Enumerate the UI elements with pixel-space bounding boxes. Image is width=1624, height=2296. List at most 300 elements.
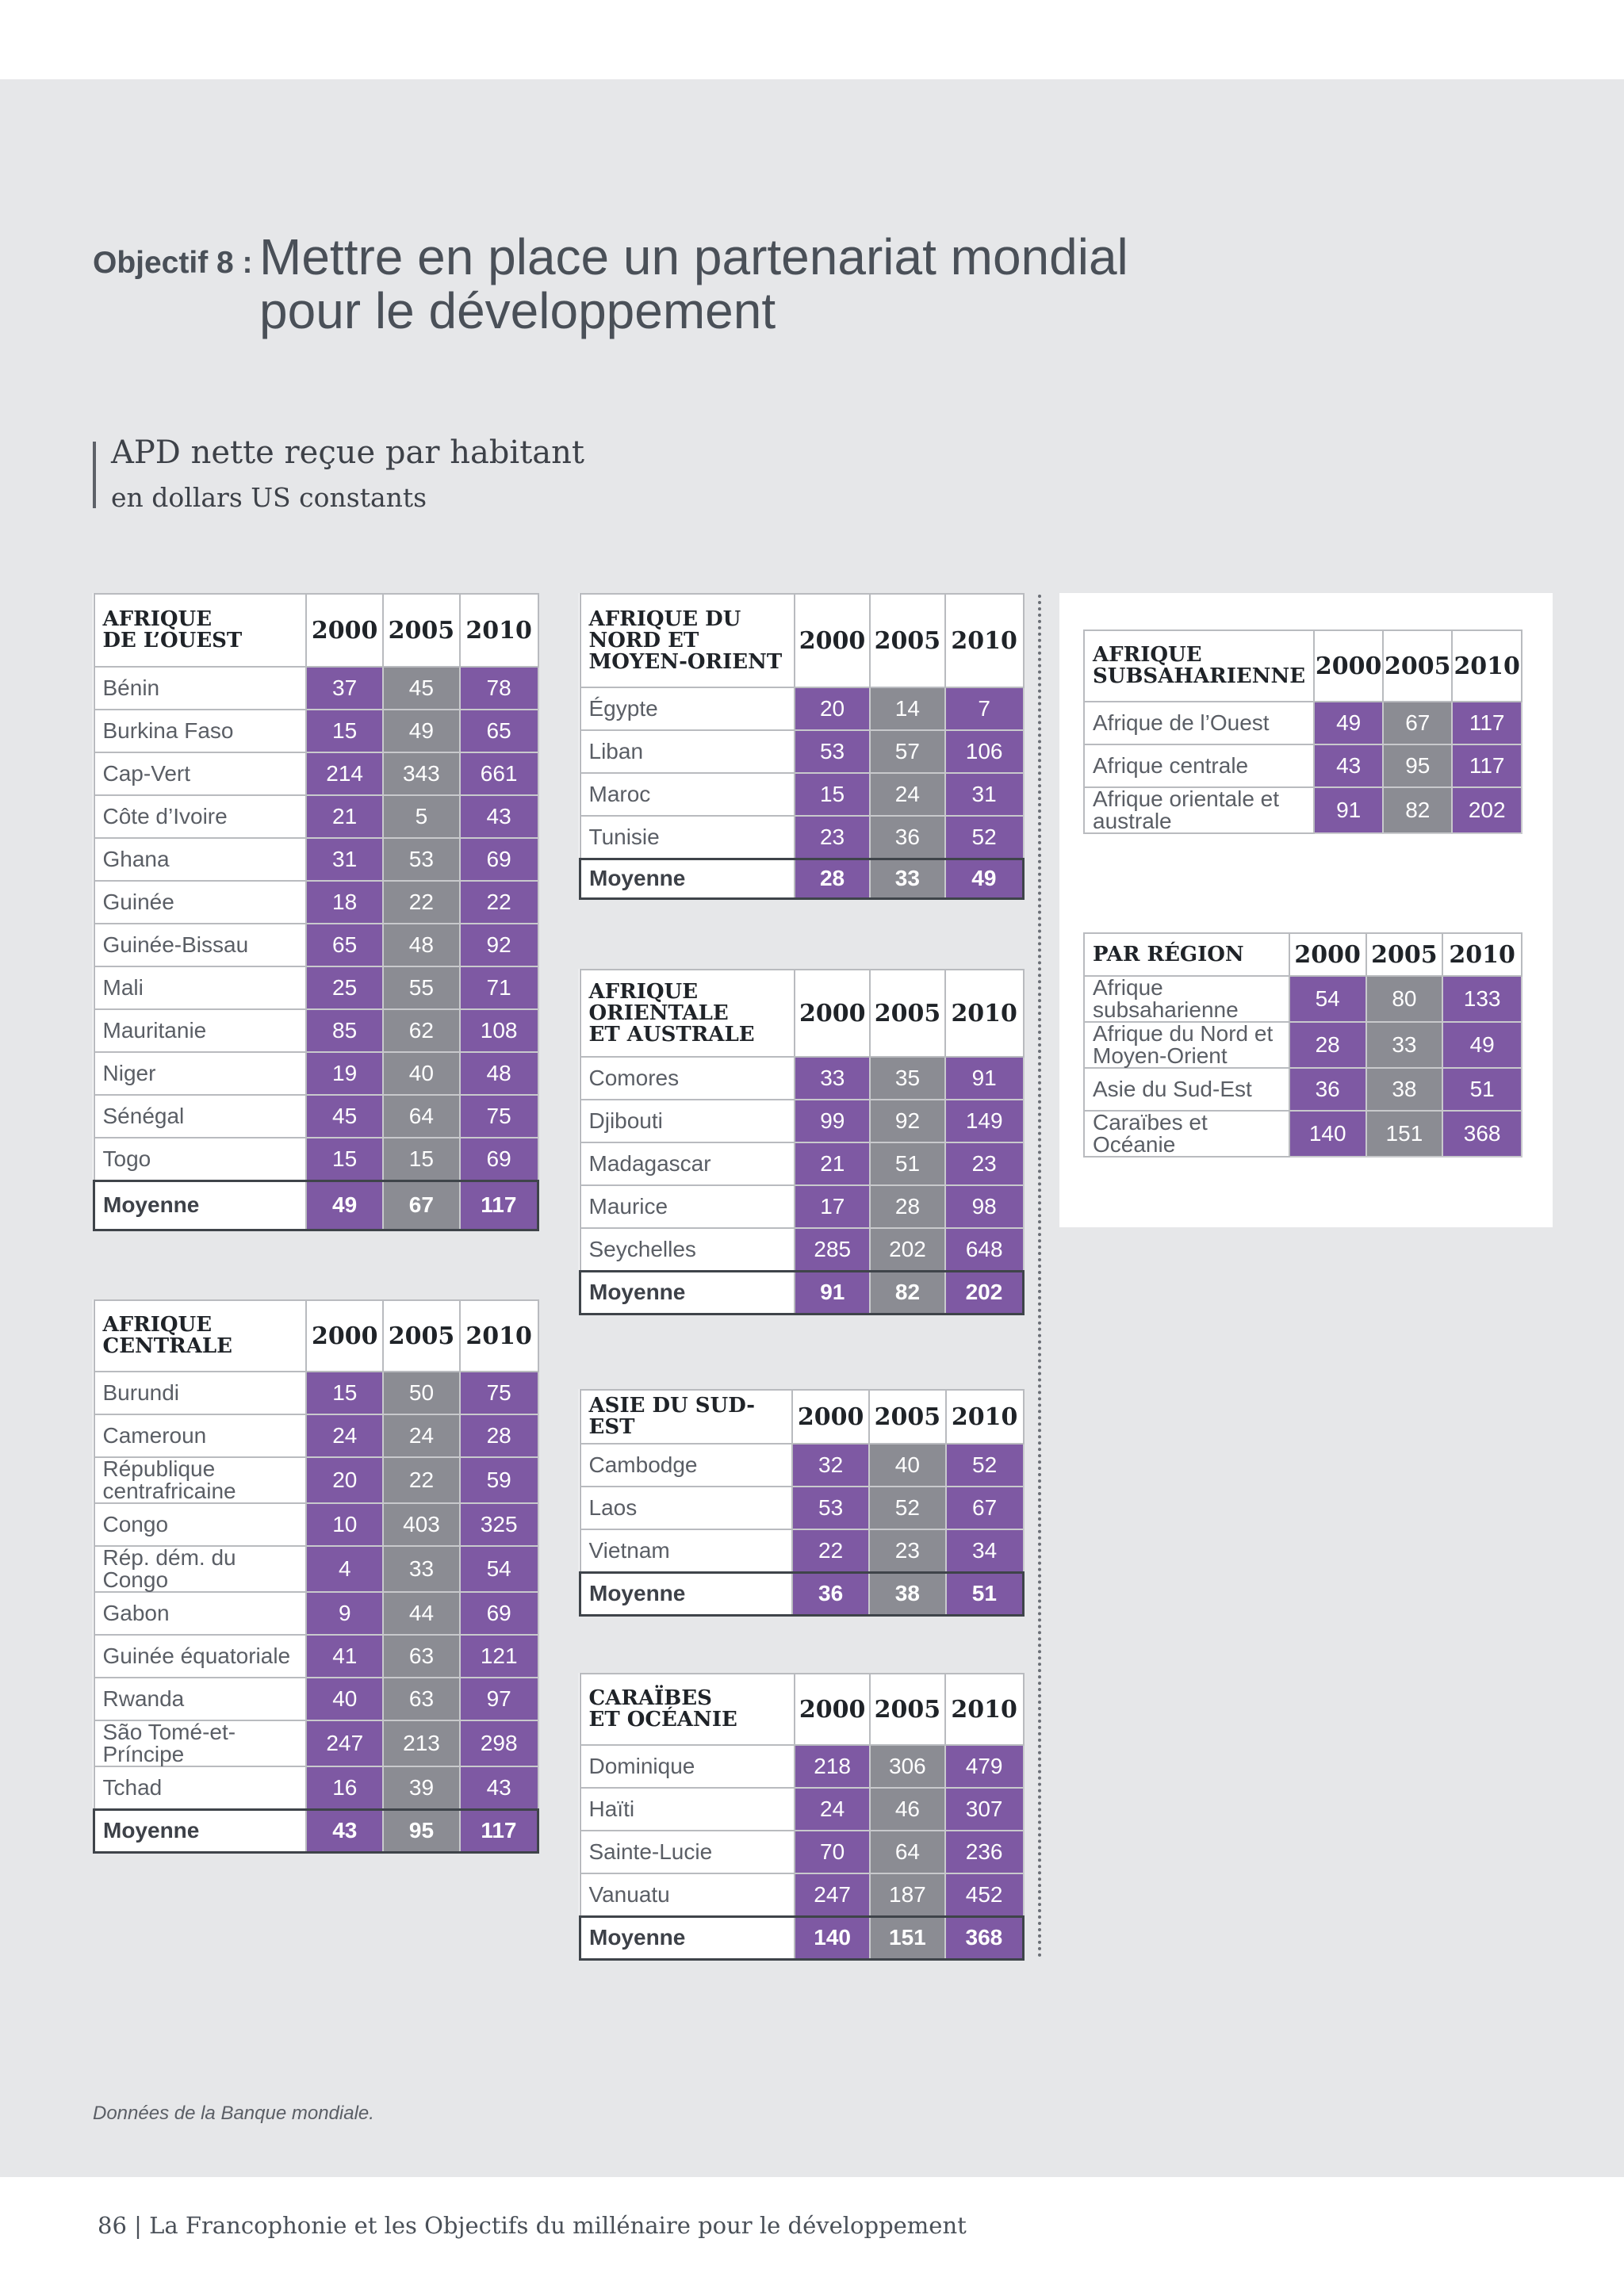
value-2005: 187 — [870, 1873, 945, 1916]
value-2010: 648 — [945, 1228, 1024, 1271]
value-2000: 140 — [1289, 1111, 1366, 1157]
table-title-line: AFRIQUE — [588, 979, 699, 1004]
year-header: 2010 — [460, 1300, 538, 1372]
country-name: Maroc — [580, 773, 795, 816]
country-name: Togo — [94, 1138, 307, 1181]
country-name: Niger — [94, 1052, 307, 1095]
value-2010: 307 — [945, 1788, 1024, 1831]
footer — [98, 2212, 967, 2239]
value-2010: 51 — [1442, 1068, 1522, 1111]
value-2010: 78 — [460, 667, 538, 710]
value-2010: 149 — [945, 1100, 1024, 1142]
value-2010: 31 — [945, 773, 1024, 816]
table-header-row — [580, 970, 1024, 1057]
value-2010: 22 — [460, 881, 538, 924]
value-2005: 64 — [870, 1831, 945, 1873]
value-2010: 236 — [945, 1831, 1024, 1873]
table-row — [580, 1529, 1024, 1572]
value-2000: 15 — [795, 773, 870, 816]
country-name: Burundi — [94, 1372, 307, 1414]
table-row — [94, 1635, 538, 1678]
value-2000: 36 — [792, 1572, 869, 1615]
country-name: Tunisie — [580, 816, 795, 859]
table-row — [580, 1444, 1024, 1487]
country-name: Côte d’Ivoire — [94, 795, 307, 838]
table-row — [94, 1009, 538, 1052]
country-name: Guinée équatoriale — [94, 1635, 307, 1678]
country-name: Afrique centrale — [1084, 744, 1314, 787]
value-2010: 98 — [945, 1185, 1024, 1228]
value-2000: 10 — [306, 1503, 383, 1546]
country-name: Maurice — [580, 1185, 795, 1228]
country-name: Afrique de l’Ouest — [1084, 702, 1314, 744]
value-2000: 18 — [306, 881, 383, 924]
country-name: Cameroun — [94, 1414, 307, 1457]
table-row — [94, 1720, 538, 1766]
table-title-line: AFRIQUE — [102, 1313, 213, 1337]
value-2010: 92 — [460, 924, 538, 966]
value-2005: 151 — [1366, 1111, 1443, 1157]
value-2000: 41 — [306, 1635, 383, 1678]
table-title — [580, 594, 795, 687]
value-2010: 69 — [460, 1592, 538, 1635]
table-title — [580, 1674, 795, 1745]
value-2005: 151 — [870, 1916, 945, 1959]
country-name: Sainte-Lucie — [580, 1831, 795, 1873]
value-2010: 75 — [460, 1095, 538, 1138]
value-2010: 117 — [460, 1809, 538, 1852]
value-2010: 52 — [946, 1444, 1024, 1487]
value-2010: 97 — [460, 1678, 538, 1720]
value-2000: 16 — [306, 1766, 383, 1809]
value-2010: 43 — [460, 1766, 538, 1809]
value-2000: 37 — [306, 667, 383, 710]
table-row — [1084, 744, 1522, 787]
year-header: 2000 — [795, 594, 870, 687]
table-row — [94, 1592, 538, 1635]
section-title: APD nette reçue par habitant — [111, 434, 584, 471]
value-2005: 28 — [870, 1185, 945, 1228]
value-2010: 49 — [1442, 1022, 1522, 1068]
footer-text: La Francophonie et les Objectifs du millénaire pour le développement — [149, 2212, 967, 2239]
country-name: Tchad — [94, 1766, 307, 1809]
table-row — [1084, 976, 1522, 1022]
table-title-line: MOYEN-ORIENT — [588, 649, 783, 674]
value-2005: 82 — [870, 1271, 945, 1314]
value-2005: 62 — [383, 1009, 460, 1052]
value-2005: 22 — [383, 1457, 460, 1503]
value-2005: 38 — [869, 1572, 946, 1615]
table-title-line: NORD ET — [588, 628, 699, 652]
table-row — [94, 752, 538, 795]
country-name: Asie du Sud-Est — [1084, 1068, 1289, 1111]
value-2005: 53 — [383, 838, 460, 881]
section-accent-bar — [93, 442, 96, 508]
table-header-row — [1084, 933, 1522, 976]
table-subsaharienne — [1083, 629, 1522, 834]
value-2000: 49 — [306, 1181, 383, 1230]
table-orientale-australe — [579, 969, 1025, 1315]
year-header: 2010 — [945, 1674, 1024, 1745]
value-2010: 75 — [460, 1372, 538, 1414]
table-row — [580, 816, 1024, 859]
table-row — [94, 1414, 538, 1457]
year-header: 2000 — [795, 970, 870, 1057]
value-2005: 33 — [870, 859, 945, 898]
value-2005: 33 — [383, 1546, 460, 1592]
country-name: Comores — [580, 1057, 795, 1100]
value-2010: 298 — [460, 1720, 538, 1766]
value-2000: 20 — [306, 1457, 383, 1503]
value-2005: 15 — [383, 1138, 460, 1181]
value-2000: 49 — [1314, 702, 1383, 744]
year-header: 2005 — [869, 1390, 946, 1444]
table-row — [1084, 787, 1522, 833]
value-2010: 69 — [460, 1138, 538, 1181]
table-row — [94, 1503, 538, 1546]
value-2005: 46 — [870, 1788, 945, 1831]
value-2005: 5 — [383, 795, 460, 838]
table-row — [94, 838, 538, 881]
table-title-line: ET OCÉANIE — [588, 1708, 737, 1732]
value-2005: 55 — [383, 966, 460, 1009]
value-2000: 20 — [795, 687, 870, 730]
table-row — [94, 966, 538, 1009]
table-row — [94, 1138, 538, 1181]
value-2005: 57 — [870, 730, 945, 773]
table-title-line: ET AUSTRALE — [588, 1022, 755, 1047]
value-2005: 24 — [383, 1414, 460, 1457]
country-name: Burkina Faso — [94, 710, 307, 752]
value-2010: 48 — [460, 1052, 538, 1095]
page-title-line1: Mettre en place un partenariat mondial — [259, 228, 1128, 285]
table-row — [1084, 1068, 1522, 1111]
country-name: Afrique du Nord et Moyen-Orient — [1084, 1022, 1289, 1068]
value-2005: 202 — [870, 1228, 945, 1271]
table-row — [580, 1873, 1024, 1916]
year-header: 2005 — [870, 970, 945, 1057]
country-name: Mali — [94, 966, 307, 1009]
value-2005: 67 — [383, 1181, 460, 1230]
year-header: 2000 — [1314, 630, 1383, 702]
value-2005: 38 — [1366, 1068, 1443, 1111]
value-2000: 28 — [1289, 1022, 1366, 1068]
table-header-row — [1084, 630, 1522, 702]
table-row — [580, 1228, 1024, 1271]
value-2000: 25 — [306, 966, 383, 1009]
table-title-line: AFRIQUE — [102, 607, 213, 631]
value-2005: 22 — [383, 881, 460, 924]
value-2010: 117 — [460, 1181, 538, 1230]
year-header: 2005 — [1383, 630, 1452, 702]
value-2000: 53 — [795, 730, 870, 773]
year-header: 2010 — [945, 970, 1024, 1057]
value-2000: 247 — [795, 1873, 870, 1916]
country-name: Gabon — [94, 1592, 307, 1635]
value-2000: 91 — [795, 1271, 870, 1314]
value-2005: 95 — [1383, 744, 1452, 787]
value-2000: 36 — [1289, 1068, 1366, 1111]
average-label: Moyenne — [580, 859, 795, 898]
year-header: 2005 — [383, 1300, 460, 1372]
value-2010: 59 — [460, 1457, 538, 1503]
country-name: Guinée-Bissau — [94, 924, 307, 966]
table-row — [1084, 1022, 1522, 1068]
value-2010: 452 — [945, 1873, 1024, 1916]
country-name: Caraïbes et Océanie — [1084, 1111, 1289, 1157]
value-2000: 23 — [795, 816, 870, 859]
value-2005: 67 — [1383, 702, 1452, 744]
table-title — [1084, 933, 1289, 976]
value-2000: 4 — [306, 1546, 383, 1592]
table-row — [94, 1546, 538, 1592]
table-row — [94, 1457, 538, 1503]
average-row — [580, 1916, 1024, 1959]
value-2000: 21 — [306, 795, 383, 838]
table-header-row — [580, 1674, 1024, 1745]
table-row — [94, 1095, 538, 1138]
page-title — [259, 230, 1128, 338]
country-name: Ghana — [94, 838, 307, 881]
page-title-line2: pour le développement — [259, 282, 776, 339]
country-name: Vietnam — [580, 1529, 793, 1572]
value-2010: 91 — [945, 1057, 1024, 1100]
value-2010: 69 — [460, 838, 538, 881]
table-row — [94, 667, 538, 710]
value-2010: 108 — [460, 1009, 538, 1052]
value-2000: 31 — [306, 838, 383, 881]
value-2010: 121 — [460, 1635, 538, 1678]
average-label: Moyenne — [94, 1809, 307, 1852]
table-row — [580, 773, 1024, 816]
value-2000: 218 — [795, 1745, 870, 1788]
table-row — [94, 881, 538, 924]
table-title-line: ASIE DU SUD-EST — [588, 1394, 756, 1439]
country-name: Cap-Vert — [94, 752, 307, 795]
country-name: Vanuatu — [580, 1873, 795, 1916]
value-2000: 15 — [306, 1372, 383, 1414]
country-name: Haïti — [580, 1788, 795, 1831]
value-2000: 214 — [306, 752, 383, 795]
average-row — [94, 1809, 538, 1852]
value-2005: 36 — [870, 816, 945, 859]
year-header: 2005 — [870, 1674, 945, 1745]
country-name: République centrafricaine — [94, 1457, 307, 1503]
table-row — [580, 1100, 1024, 1142]
table-row — [580, 1185, 1024, 1228]
value-2010: 54 — [460, 1546, 538, 1592]
value-2000: 65 — [306, 924, 383, 966]
value-2000: 247 — [306, 1720, 383, 1766]
table-asie-sud-est — [579, 1389, 1025, 1617]
table-row — [94, 924, 538, 966]
value-2000: 21 — [795, 1142, 870, 1185]
value-2010: 23 — [945, 1142, 1024, 1185]
value-2005: 63 — [383, 1635, 460, 1678]
country-name: Liban — [580, 730, 795, 773]
value-2000: 24 — [795, 1788, 870, 1831]
country-name: Rép. dém. du Congo — [94, 1546, 307, 1592]
table-title-line: AFRIQUE DU — [588, 607, 741, 631]
value-2005: 48 — [383, 924, 460, 966]
table-header-row — [94, 1300, 538, 1372]
value-2005: 40 — [869, 1444, 946, 1487]
year-header: 2000 — [306, 1300, 383, 1372]
table-row — [94, 1372, 538, 1414]
average-label: Moyenne — [580, 1271, 795, 1314]
country-name: Afrique subsaharienne — [1084, 976, 1289, 1022]
table-title — [1084, 630, 1314, 702]
value-2000: 19 — [306, 1052, 383, 1095]
country-name: Guinée — [94, 881, 307, 924]
table-row — [94, 1052, 538, 1095]
year-header: 2000 — [795, 1674, 870, 1745]
value-2010: 71 — [460, 966, 538, 1009]
average-label: Moyenne — [580, 1916, 795, 1959]
country-name: Dominique — [580, 1745, 795, 1788]
table-row — [580, 1745, 1024, 1788]
value-2000: 40 — [306, 1678, 383, 1720]
average-row — [94, 1181, 538, 1230]
value-2000: 53 — [792, 1487, 869, 1529]
country-name: Laos — [580, 1487, 793, 1529]
value-2005: 45 — [383, 667, 460, 710]
table-title-line: SUBSAHARIENNE — [1093, 664, 1306, 688]
table-title — [94, 594, 307, 667]
value-2010: 202 — [945, 1271, 1024, 1314]
value-2010: 133 — [1442, 976, 1522, 1022]
value-2005: 52 — [869, 1487, 946, 1529]
table-caraibes-oceanie — [579, 1673, 1025, 1961]
page-number: 86 — [98, 2212, 127, 2239]
country-name: Bénin — [94, 667, 307, 710]
table-title — [94, 1300, 307, 1372]
dotted-divider — [1038, 595, 1041, 1958]
table-row — [94, 710, 538, 752]
country-name: Djibouti — [580, 1100, 795, 1142]
value-2005: 95 — [383, 1809, 460, 1852]
table-row — [580, 1487, 1024, 1529]
value-2010: 34 — [946, 1529, 1024, 1572]
value-2010: 49 — [945, 859, 1024, 898]
country-name: Rwanda — [94, 1678, 307, 1720]
value-2005: 40 — [383, 1052, 460, 1095]
footer-separator: | — [134, 2212, 142, 2239]
section-subtitle: en dollars US constants — [111, 482, 427, 513]
value-2000: 32 — [792, 1444, 869, 1487]
value-2005: 63 — [383, 1678, 460, 1720]
value-2000: 9 — [306, 1592, 383, 1635]
country-name: Mauritanie — [94, 1009, 307, 1052]
value-2010: 28 — [460, 1414, 538, 1457]
value-2000: 85 — [306, 1009, 383, 1052]
average-row — [580, 859, 1024, 898]
average-row — [580, 1271, 1024, 1314]
year-header: 2010 — [945, 594, 1024, 687]
table-row — [580, 1057, 1024, 1100]
value-2005: 80 — [1366, 976, 1443, 1022]
table-par-region — [1083, 932, 1522, 1158]
table-row — [580, 1142, 1024, 1185]
year-header: 2010 — [946, 1390, 1024, 1444]
table-row — [1084, 702, 1522, 744]
table-title-line: PAR RÉGION — [1093, 942, 1244, 966]
value-2000: 24 — [306, 1414, 383, 1457]
value-2005: 213 — [383, 1720, 460, 1766]
country-name: Congo — [94, 1503, 307, 1546]
table-title-line: AFRIQUE — [1093, 643, 1202, 667]
table-header-row — [94, 594, 538, 667]
value-2010: 51 — [946, 1572, 1024, 1615]
country-name: Afrique orientale et australe — [1084, 787, 1314, 833]
year-header: 2000 — [306, 594, 383, 667]
value-2010: 368 — [1442, 1111, 1522, 1157]
country-name: Égypte — [580, 687, 795, 730]
value-2010: 117 — [1452, 702, 1522, 744]
value-2010: 67 — [946, 1487, 1024, 1529]
value-2000: 70 — [795, 1831, 870, 1873]
value-2005: 23 — [869, 1529, 946, 1572]
value-2005: 33 — [1366, 1022, 1443, 1068]
table-row — [94, 795, 538, 838]
table-afrique-ouest — [93, 593, 539, 1231]
value-2000: 17 — [795, 1185, 870, 1228]
value-2000: 28 — [795, 859, 870, 898]
value-2005: 44 — [383, 1592, 460, 1635]
value-2010: 661 — [460, 752, 538, 795]
value-2005: 39 — [383, 1766, 460, 1809]
year-header: 2010 — [460, 594, 538, 667]
year-header: 2010 — [1452, 630, 1522, 702]
table-title-line: DE L’OUEST — [102, 629, 243, 652]
table-title-line: ORIENTALE — [588, 1001, 729, 1025]
table-nord-moyen-orient — [579, 593, 1025, 900]
value-2005: 24 — [870, 773, 945, 816]
table-title — [580, 1390, 793, 1444]
year-header: 2000 — [1289, 933, 1366, 976]
table-row — [580, 1831, 1024, 1873]
table-title-line: CARAÏBES — [588, 1686, 712, 1710]
value-2000: 285 — [795, 1228, 870, 1271]
value-2000: 43 — [306, 1809, 383, 1852]
country-name: Madagascar — [580, 1142, 795, 1185]
value-2005: 51 — [870, 1142, 945, 1185]
value-2005: 50 — [383, 1372, 460, 1414]
table-row — [580, 730, 1024, 773]
year-header: 2010 — [1442, 933, 1522, 976]
value-2000: 45 — [306, 1095, 383, 1138]
table-row — [580, 687, 1024, 730]
value-2010: 479 — [945, 1745, 1024, 1788]
value-2005: 82 — [1383, 787, 1452, 833]
value-2005: 64 — [383, 1095, 460, 1138]
table-row — [94, 1678, 538, 1720]
country-name: São Tomé-et-Príncipe — [94, 1720, 307, 1766]
value-2000: 43 — [1314, 744, 1383, 787]
table-title-line: CENTRALE — [102, 1334, 233, 1358]
value-2005: 403 — [383, 1503, 460, 1546]
table-row — [580, 1788, 1024, 1831]
year-header: 2000 — [792, 1390, 869, 1444]
source-note: Données de la Banque mondiale. — [93, 2103, 374, 2124]
year-header: 2005 — [870, 594, 945, 687]
value-2000: 140 — [795, 1916, 870, 1959]
average-row — [580, 1572, 1024, 1615]
value-2010: 43 — [460, 795, 538, 838]
value-2000: 91 — [1314, 787, 1383, 833]
table-header-row — [580, 1390, 1024, 1444]
table-row — [1084, 1111, 1522, 1157]
